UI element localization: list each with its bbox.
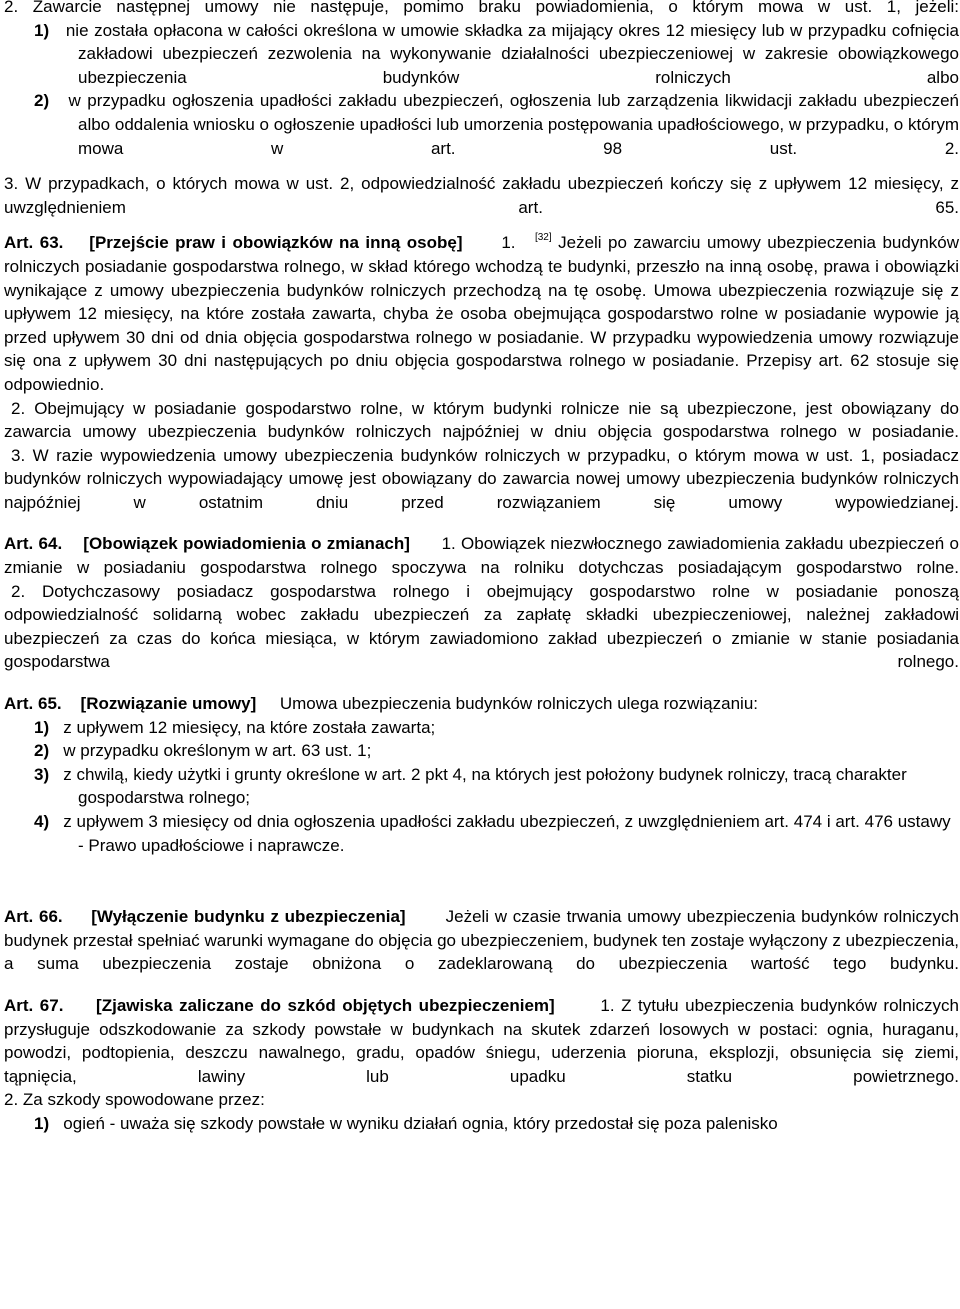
article-64-paragraph-2: 2. Dotychczasowy posiadacz gospodarstwa rolnego i obejmujący gospodarstwo rolne w posiadanie ponoszą odpowiedzialność solidarną wobec zakładu ubezpieczeń za zapłatę składki ubezpieczeniowej, należnej zakładowi ubezpieczeń za czas do końca miesiąca, w którym zawiadomiono zakład ubezpieczeń o zmianie w stanie posiadania gospodarstwa rolnego. <box>4 581 959 672</box>
article-66-text: Jeżeli w czasie trwania umowy ubezpieczenia budynków rolniczych budynek przestał spełniać warunki wymagane do objęcia go ubezpieczeniem, budynek ten zostaje wyłączony z ubezpieczenia, a suma ubezpieczenia zostaje obniżona o zadeklarowaną do ubezpieczenia wartość tego budynku. <box>4 907 959 974</box>
article-66-number: Art. 66. <box>4 907 63 927</box>
article-67-paragraph-2: 2. Za szkody spowodowane przez: <box>4 1090 265 1110</box>
item-number: 2) <box>34 741 50 761</box>
article-63-number: Art. 63. <box>4 233 64 253</box>
document-page <box>4 0 959 1136</box>
item-text: z upływem 12 miesięcy, na które została zawarta; <box>63 717 436 737</box>
article-63-paragraph-2: 2. Obejmujący w posiadanie gospodarstwo rolne, w którym budynki rolnicze nie są ubezpieczone, jest obowiązany do zawarcia umowy ubezpieczenia budynków rolniczych najpóźniej w dniu objęcia gospodarstwa rolnego w posiadanie. <box>4 398 959 442</box>
footnote-marker: [32] <box>534 231 552 243</box>
article-65-item-2 <box>4 739 959 763</box>
article-65-header <box>4 692 959 716</box>
paragraph-2-item-2 <box>4 89 959 160</box>
article-63-paragraph-3: 3. W razie wypowiedzenia umowy ubezpieczenia budynków rolniczych w przypadku, o którym mowa w ust. 1, posiadacz budynków rolniczych wypowiadający umowę jest obowiązany do zawarcia nowej umowy ubezpieczenia budynków rolniczych najpóźniej w ostatnim dniu przed rozwiązaniem się umowy wypowiedzianej. <box>4 445 959 512</box>
item-text: z upływem 3 miesięcy od dnia ogłoszenia upadłości zakładu ubezpieczeń, z uwzględnieniem art. 474 i art. 476 ustawy - Prawo upadłościowe i naprawcze. <box>63 812 951 855</box>
item-text: z chwilą, kiedy użytki i grunty określone w art. 2 pkt 4, na których jest położony budynek rolniczy, tracą charakter gospodarstwa rolnego; <box>63 764 907 808</box>
article-64-title: [Obowiązek powiadomienia o zmianach] <box>83 534 410 554</box>
article-65-intro: Umowa ubezpieczenia budynków rolniczych ulega rozwiązaniu: <box>279 694 759 714</box>
paragraph-2-intro: 2. Zawarcie następnej umowy nie następuje, pomimo braku powiadomienia, o którym mowa w ust. 1, jeżeli: <box>4 0 959 16</box>
article-65-item-1 <box>4 716 959 740</box>
item-number: 2) <box>34 91 50 111</box>
paragraph-2-item-1 <box>4 19 959 90</box>
article-67-p1-text: 1. Z tytułu ubezpieczenia budynków rolniczych przysługuje odszkodowanie za szkody powstałe w budynkach na skutek zdarzeń losowych w postaci: ognia, huraganu, powodzi, podtopienia, deszczu nawalnego, gradu, opadów śniegu, uderzenia pioruna, eksplozji, obsunięcia się ziemi, tąpnięcia, lawiny lub upadku statku powietrznego. <box>4 995 959 1086</box>
article-65-item-4 <box>4 810 959 857</box>
article-67-title: [Zjawiska zaliczane do szkód objętych ubezpieczeniem] <box>96 995 555 1015</box>
article-67-paragraph-1 <box>4 994 959 1088</box>
article-65-number: Art. 65. <box>4 694 62 714</box>
article-63-title: [Przejście praw i obowiązków na inną osobę] <box>89 233 463 253</box>
article-65-item-3 <box>4 763 959 810</box>
item-text: ogień - uważa się szkody powstałe w wyniku działań ognia, który przedostał się poza palenisko <box>63 1113 778 1133</box>
item-number: 1) <box>34 1113 50 1133</box>
article-63-p1-text: Jeżeli po zawarciu umowy ubezpieczenia budynków rolniczych posiadanie gospodarstwa rolnego, w skład którego wchodzą te budynki, przeszło na inną osobę, prawa i obowiązki wynikające z umowy ubezpieczenia budynków rolniczych przechodzą na tę osobę. Umowa ubezpieczenia rozwiązuje się z upływem 12 miesięcy, na które została zawarta, chyba że osoba obejmująca gospodarstwo rolne w posiadanie wypowie ją przed upływem 30 dni od dnia objęcia gospodarstwa rolnego w posiadanie. W przypadku wypowiedzenia umowy rozwiązuje się ona z upływem 30 dni następujących po dniu objęcia gospodarstwa rolnego w posiadanie. Przepisy art. 62 stosuje się odpowiednio. <box>4 233 960 394</box>
paragraph-3: 3. W przypadkach, o których mowa w ust. 2, odpowiedzialność zakładu ubezpieczeń kończy się z upływem 12 miesięcy, z uwzględnieniem art. 65. <box>4 174 959 217</box>
article-64-paragraph-1 <box>4 532 959 579</box>
item-number: 1) <box>34 20 50 40</box>
item-number: 4) <box>34 812 50 831</box>
item-text: w przypadku ogłoszenia upadłości zakładu ubezpieczeń, ogłoszenia lub zarządzenia likwidacji zakładu ubezpieczeń albo oddalenia wniosku o ogłoszenie upadłości lub umorzenia postępowania upadłościowego, w przypadku, o którym mowa w art. 98 ust. 2. <box>68 91 960 158</box>
article-66-title: [Wyłączenie budynku z ubezpieczenia] <box>91 907 406 927</box>
article-63-p1-number: 1. <box>501 233 516 253</box>
article-65-title: [Rozwiązanie umowy] <box>80 694 257 714</box>
article-67-item-1 <box>4 1112 959 1136</box>
item-text: w przypadku określonym w art. 63 ust. 1; <box>63 741 372 761</box>
article-67-number: Art. 67. <box>4 995 64 1015</box>
article-64-p1-text: 1. Obowiązek niezwłocznego zawiadomienia zakładu ubezpieczeń o zmianie w posiadaniu gospodarstwa rolnego spoczywa na rolniku dotychczas posiadającym gospodarstwo rolne. <box>4 534 959 578</box>
item-text: nie została opłacona w całości określona w umowie składka za mijający okres 12 miesięcy lub w przypadku cofnięcia zakładowi ubezpieczeń zezwolenia na wykonywanie działalności ubezpieczeniowej w zakresie obowiązkowego ubezpieczenia budynków rolniczych albo <box>65 20 959 87</box>
item-number: 1) <box>34 717 50 737</box>
article-63-paragraph-1 <box>4 231 959 396</box>
item-number: 3) <box>34 764 50 784</box>
article-66-paragraph <box>4 905 959 976</box>
article-64-number: Art. 64. <box>4 534 63 554</box>
